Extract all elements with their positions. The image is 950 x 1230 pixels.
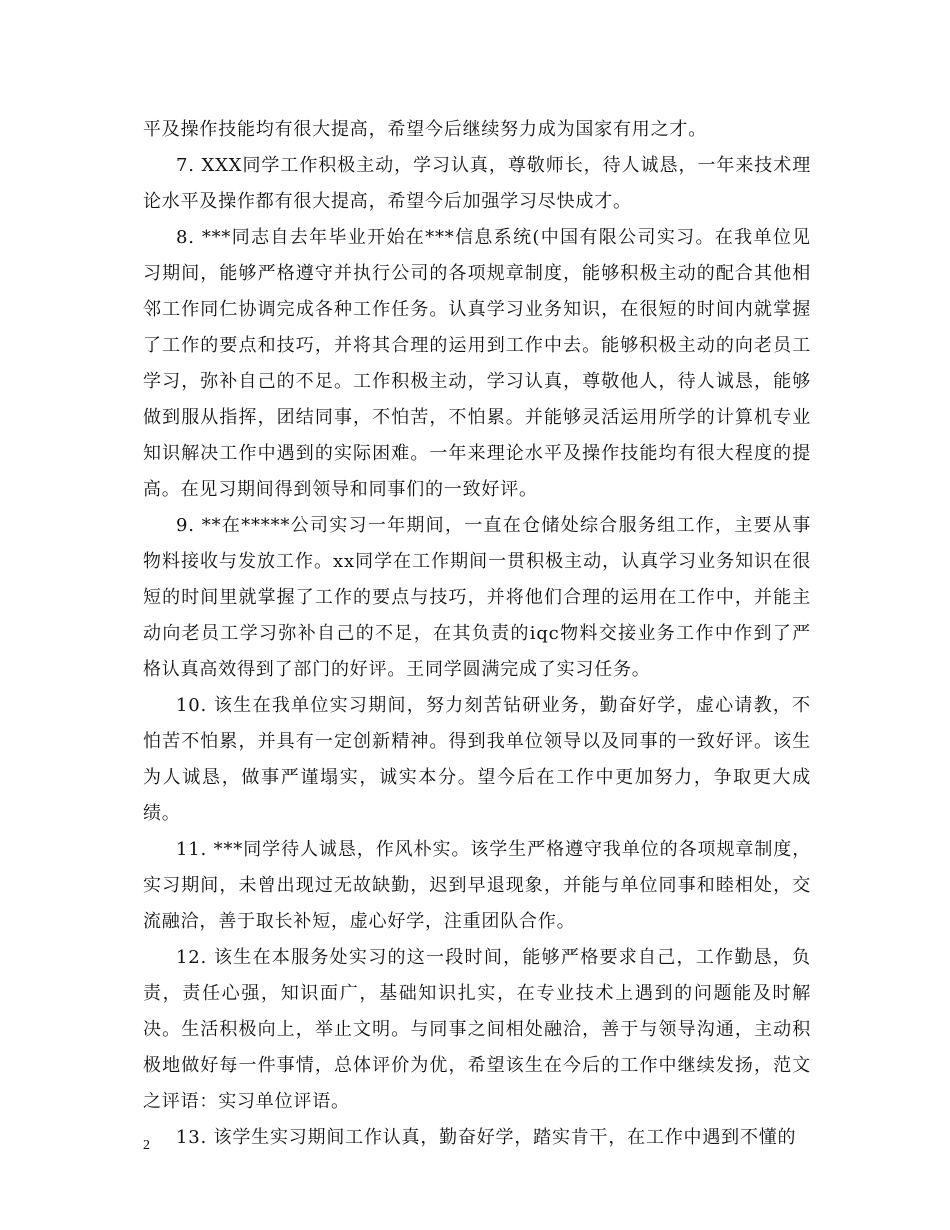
- paragraph-item-11: 11. ***同学待人诚恳，作风朴实。该学生严格遵守我单位的各项规章制度，实习期间，未曾出现过无故缺勤，迟到早退现象，并能与单位同事和睦相处，交流融洽，善于取长补短，虚心好学，注重团队合作。: [143, 839, 811, 932]
- paragraph-continuation: 平及操作技能均有很大提高，希望今后继续努力成为国家有用之才。: [143, 119, 707, 140]
- document-body: [143, 112, 811, 1156]
- paragraph-item-9: 9. **在*****公司实习一年期间，一直在仓储处综合服务组工作，主要从事物料接收与发放工作。xx同学在工作期间一贯积极主动，认真学习业务知识在很短的时间里就掌握了工作的要点与技巧，并将他们合理的运用在工作中，并能主动向老员工学习弥补自己的不足，在其负责的iqc物料交接业务工作中作到了严格认真高效得到了部门的好评。王同学圆满完成了实习任务。: [143, 515, 811, 680]
- paragraph-item-7: 7. XXX同学工作积极主动，学习认真，尊敬师长，待人诚恳，一年来技术理论水平及操作都有很大提高，希望今后加强学习尽快成才。: [143, 155, 811, 212]
- paragraph-item-8: 8. ***同志自去年毕业开始在***信息系统(中国有限公司实习。在我单位见习期间，能够严格遵守并执行公司的各项规章制度，能够积极主动的配合其他相邻工作同仁协调完成各种工作任务。认真学习业务知识，在很短的时间内就掌握了工作的要点和技巧，并将其合理的运用到工作中去。能够积极主动的向老员工学习，弥补自己的不足。工作积极主动，学习认真，尊敬他人，待人诚恳，能够做到服从指挥，团结同事，不怕苦，不怕累。并能够灵活运用所学的计算机专业知识解决工作中遇到的实际困难。一年来理论水平及操作技能均有很大程度的提高。在见习期间得到领导和同事们的一致好评。: [143, 227, 811, 500]
- paragraph-item-13: 13. 该学生实习期间工作认真，勤奋好学，踏实肯干，在工作中遇到不懂的: [176, 1127, 797, 1148]
- paragraph-item-12: 12. 该生在本服务处实习的这一段时间，能够严格要求自己，工作勤恳，负责，责任心强，知识面广，基础知识扎实，在专业技术上遇到的问题能及时解决。生活积极向上，举止文明。与同事之间相处融洽，善于与领导沟通，主动积极地做好每一件事情，总体评价为优，希望该生在今后的工作中继续发扬，范文之评语：实习单位评语。: [143, 947, 811, 1112]
- paragraph-item-10: 10. 该生在我单位实习期间，努力刻苦钻研业务，勤奋好学，虚心请教，不怕苦不怕累，并具有一定创新精神。得到我单位领导以及同事的一致好评。该生为人诚恳，做事严谨塌实，诚实本分。望今后在工作中更加努力，争取更大成绩。: [143, 695, 811, 824]
- page-number: 2: [143, 1138, 150, 1153]
